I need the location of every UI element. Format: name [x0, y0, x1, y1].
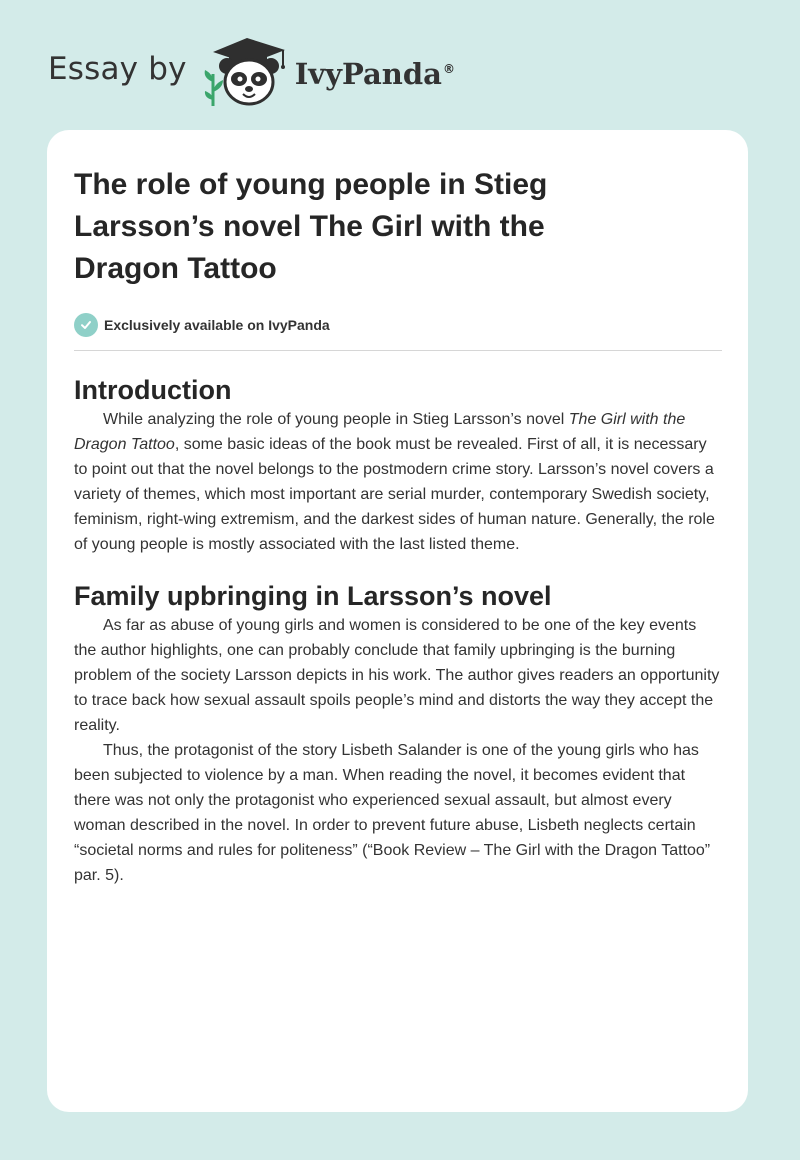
brand-name-text[interactable]: IvyPanda — [294, 57, 442, 91]
brand-registered-mark: ® — [442, 62, 455, 77]
divider — [74, 350, 722, 351]
check-icon — [74, 313, 98, 337]
section-heading-introduction: Introduction — [74, 375, 232, 405]
site-header — [48, 34, 455, 110]
essay-by-label: Essay by — [48, 51, 187, 87]
brand-name[interactable] — [295, 57, 455, 91]
paragraph: As far as abuse of young girls and women is considered to be one of the key events the author highlights, one can probably conclude that family upbringing is the burning problem of the society Larsson depicts in his work. The author gives readers an opportunity to trace back how sexual assault spoils people’s mind and distorts the way they accept the reality. — [74, 617, 720, 734]
article-card — [47, 130, 748, 1112]
section-heading-family-upbringing: Family upbringing in Larsson’s novel — [74, 581, 552, 611]
article-title: The role of young people in Stieg Larsson’s novel The Girl with the Dragon Tattoo — [74, 168, 548, 285]
panda-graduate-icon[interactable] — [201, 34, 293, 110]
article-content — [74, 164, 722, 888]
paragraph-text: While analyzing the role of young people in Stieg Larsson’s novel — [103, 411, 569, 428]
paragraph: Thus, the protagonist of the story Lisbeth Salander is one of the young girls who has been subjected to violence by a man. When reading the novel, it becomes evident that there was not only the protagonist who experienced sexual assault, but almost every woman described in the novel. In order to prevent future abuse, Lisbeth neglects certain “societal norms and rules for politeness” (“Book Review – The Girl with the Dragon Tattoo” par. 5). — [74, 742, 711, 884]
paragraph-text: , some basic ideas of the book must be revealed. First of all, it is necessary to point out that the novel belongs to the postmodern crime story. Larsson’s novel covers a variety of themes, which most important are serial murder, contemporary Swedish society, feminism, right-wing extremism, and the darkest sides of human nature. Generally, the role of young people is mostly associated with the last listed theme. — [74, 436, 715, 553]
book-title-italic: The Girl with the Dragon Tattoo — [74, 411, 686, 453]
exclusive-badge — [74, 312, 722, 338]
exclusive-label: Exclusively available on IvyPanda — [104, 317, 330, 333]
paragraph — [74, 407, 722, 557]
